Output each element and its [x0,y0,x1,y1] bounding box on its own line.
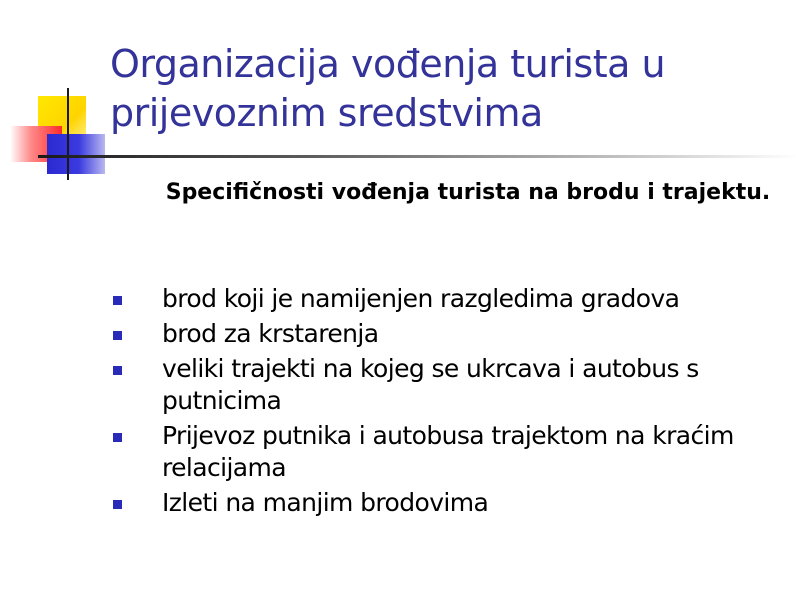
slide-title: Organizacija vođenja turista u prijevoznim sredstvima [110,42,666,135]
square-bullet-icon [113,366,122,375]
bullet-text: Izleti na manjim brodovima [162,488,489,517]
bullet-item [110,353,760,417]
bullet-list [110,283,760,522]
bullet-item [110,318,760,350]
square-bullet-icon [113,500,122,509]
bullet-item [110,420,760,484]
bullet-text: Prijevoz putnika i autobusa trajektom na kraćim relacijama [162,421,734,482]
bullet-text: brod koji je namijenjen razgledima gradova [162,284,680,313]
logo-blue-square [47,134,105,174]
bullet-item [110,283,760,315]
title-divider [38,155,798,158]
colored-squares-logo-icon [0,0,120,190]
bullet-text: veliki trajekti na kojeg se ukrcava i autobus s putnicima [162,354,699,415]
square-bullet-icon [113,296,122,305]
square-bullet-icon [113,433,122,442]
bullet-item [110,487,760,519]
logo-vertical-line [67,88,69,180]
square-bullet-icon [113,331,122,340]
slide-subtitle: Specifičnosti vođenja turista na brodu i trajektu. [165,180,771,205]
bullet-text: brod za krstarenja [162,319,379,348]
